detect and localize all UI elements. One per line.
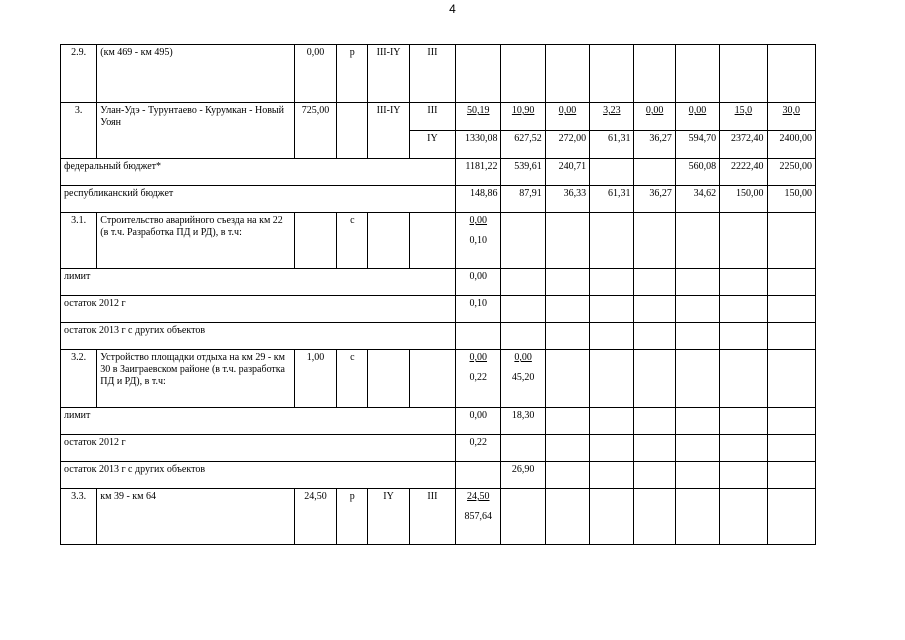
value-cell (767, 435, 815, 462)
value-cell (675, 296, 719, 323)
work-type-cell: р (337, 489, 368, 545)
value-cell: 0,10 (456, 296, 501, 323)
category-cell: III (409, 103, 455, 131)
value-cell: 87,91 (501, 186, 545, 213)
value-cell: 0,00 (634, 103, 675, 131)
value-cell: 150,00 (720, 186, 767, 213)
value-cell (675, 323, 719, 350)
page-number: 4 (449, 2, 456, 16)
table-row (61, 296, 816, 323)
sub-item-label: остаток 2013 г с других объектов (61, 462, 456, 489)
value-cell: 15,0 (720, 103, 767, 131)
value-cell: 26,90 (501, 462, 545, 489)
value-cell (675, 435, 719, 462)
row-number: 3. (61, 103, 97, 159)
value-cell: 2222,40 (720, 159, 767, 186)
value-cell (590, 159, 634, 186)
value-cell: 3,23 (590, 103, 634, 131)
value-cell: 272,00 (545, 131, 589, 159)
row-number: 3.2. (61, 350, 97, 408)
value-cell (675, 213, 719, 269)
value-cell: 0,22 (456, 435, 501, 462)
value-cell (720, 296, 767, 323)
value-cell (634, 489, 675, 545)
value-top: 0,00 (469, 352, 488, 363)
value-cell: 34,62 (675, 186, 719, 213)
value-cell: 36,27 (634, 186, 675, 213)
value-cell (590, 323, 634, 350)
category-cell (368, 213, 409, 269)
value-cell (545, 489, 589, 545)
value-cell: 148,86 (456, 186, 501, 213)
value-cell: 36,27 (634, 131, 675, 159)
table-row (61, 350, 816, 408)
value-cell (675, 269, 719, 296)
value-cell (720, 269, 767, 296)
category-cell: IY (409, 131, 455, 159)
value-cell: 560,08 (675, 159, 719, 186)
category-cell: IY (368, 489, 409, 545)
value-top: 24,50 (467, 491, 490, 502)
length-cell: 725,00 (294, 103, 336, 159)
value-cell: 1330,08 (456, 131, 501, 159)
value-cell (675, 408, 719, 435)
value-cell: 2372,40 (720, 131, 767, 159)
value-cell (634, 45, 675, 103)
value-cell (590, 213, 634, 269)
length-cell: 1,00 (294, 350, 336, 408)
value-cell (634, 462, 675, 489)
value-cell (634, 408, 675, 435)
value-cell (545, 213, 589, 269)
value-cell (720, 462, 767, 489)
value-cell (590, 462, 634, 489)
value-cell (590, 489, 634, 545)
sub-item-label: лимит (61, 408, 456, 435)
value-cell (767, 462, 815, 489)
work-type-cell: с (337, 350, 368, 408)
table-row (61, 45, 816, 103)
sub-item-label: остаток 2013 г с других объектов (61, 323, 456, 350)
value-cell: 18,30 (501, 408, 545, 435)
value-cell (767, 408, 815, 435)
value-cell (720, 408, 767, 435)
value-cell (501, 489, 545, 545)
value-cell (590, 45, 634, 103)
table-row (61, 103, 816, 131)
value-cell (501, 269, 545, 296)
value-cell (545, 269, 589, 296)
value-cell (545, 323, 589, 350)
value-cell (767, 323, 815, 350)
value-cell: 240,71 (545, 159, 589, 186)
value-cell (456, 489, 501, 545)
value-cell (456, 323, 501, 350)
value-cell (501, 213, 545, 269)
row-number: 3.3. (61, 489, 97, 545)
table-row (61, 323, 816, 350)
budget-source-label: федеральный бюджет* (61, 159, 456, 186)
value-cell: 627,52 (501, 131, 545, 159)
table-row (61, 408, 816, 435)
work-type-cell (337, 103, 368, 159)
value-bottom: 0,10 (469, 235, 488, 246)
value-bottom: 857,64 (464, 511, 493, 522)
object-name: Строительство аварийного съезда на км 22 (в т.ч. Разработка ПД и РД), в т.ч: (97, 213, 295, 269)
value-cell (675, 350, 719, 408)
value-cell: 150,00 (767, 186, 815, 213)
table-row (61, 159, 816, 186)
value-cell (675, 45, 719, 103)
value-cell (720, 350, 767, 408)
category-cell: III-IY (368, 103, 409, 159)
value-cell (501, 350, 545, 408)
value-cell (590, 269, 634, 296)
length-cell: 0,00 (294, 45, 336, 103)
work-type-cell: р (337, 45, 368, 103)
value-cell (767, 213, 815, 269)
sub-item-label: лимит (61, 269, 456, 296)
value-cell (501, 435, 545, 462)
value-cell (767, 350, 815, 408)
table-row (61, 269, 816, 296)
object-name: Устройство площадки отдыха на км 29 - км 30 в Заиграевском районе (в т.ч. разработка ПД и РД), в т.ч: (97, 350, 295, 408)
length-cell (294, 213, 336, 269)
value-cell (634, 213, 675, 269)
value-cell (590, 350, 634, 408)
value-cell (634, 269, 675, 296)
value-cell (634, 296, 675, 323)
table-row (61, 462, 816, 489)
value-cell: 1181,22 (456, 159, 501, 186)
value-cell (456, 45, 501, 103)
value-cell (545, 350, 589, 408)
value-cell (545, 462, 589, 489)
value-cell (720, 435, 767, 462)
value-cell: 0,00 (675, 103, 719, 131)
value-bottom: 0,22 (469, 372, 488, 383)
category-cell (409, 213, 455, 269)
table-row (61, 489, 816, 545)
category-cell: III-IY (368, 45, 409, 103)
value-cell (545, 435, 589, 462)
object-name: Улан-Удэ - Турунтаево - Курумкан - Новый Уоян (97, 103, 295, 159)
value-cell: 2250,00 (767, 159, 815, 186)
value-cell (767, 269, 815, 296)
value-cell: 50,19 (456, 103, 501, 131)
value-cell: 594,70 (675, 131, 719, 159)
value-cell (590, 435, 634, 462)
value-cell: 36,33 (545, 186, 589, 213)
value-cell (634, 350, 675, 408)
value-cell: 61,31 (590, 186, 634, 213)
value-cell: 61,31 (590, 131, 634, 159)
value-cell: 0,00 (456, 408, 501, 435)
row-number: 3.1. (61, 213, 97, 269)
value-cell: 0,00 (456, 269, 501, 296)
budget-table (60, 44, 816, 545)
value-cell (634, 323, 675, 350)
value-cell: 539,61 (501, 159, 545, 186)
value-cell (501, 296, 545, 323)
value-cell: 30,0 (767, 103, 815, 131)
value-cell (501, 45, 545, 103)
value-cell (590, 408, 634, 435)
value-cell (456, 350, 501, 408)
category-cell: III (409, 489, 455, 545)
category-cell: III (409, 45, 455, 103)
value-cell (720, 489, 767, 545)
value-cell: 10,90 (501, 103, 545, 131)
value-cell (634, 435, 675, 462)
object-name: (км 469 - км 495) (97, 45, 295, 103)
value-cell (767, 296, 815, 323)
table-row (61, 213, 816, 269)
work-type-cell: с (337, 213, 368, 269)
value-cell (675, 489, 719, 545)
value-cell (545, 45, 589, 103)
value-cell (720, 323, 767, 350)
value-cell: 2400,00 (767, 131, 815, 159)
value-cell (767, 45, 815, 103)
sub-item-label: остаток 2012 г (61, 435, 456, 462)
value-cell (545, 408, 589, 435)
length-cell: 24,50 (294, 489, 336, 545)
table-row (61, 435, 816, 462)
value-top: 0,00 (469, 215, 488, 226)
sub-item-label: остаток 2012 г (61, 296, 456, 323)
value-top: 0,00 (514, 352, 532, 363)
value-cell (767, 489, 815, 545)
table-row (61, 186, 816, 213)
budget-source-label: республиканский бюджет (61, 186, 456, 213)
row-number: 2.9. (61, 45, 97, 103)
category-cell (409, 350, 455, 408)
category-cell (368, 350, 409, 408)
object-name: км 39 - км 64 (97, 489, 295, 545)
value-bottom: 45,20 (511, 372, 535, 383)
value-cell (590, 296, 634, 323)
value-cell (720, 213, 767, 269)
value-cell (456, 462, 501, 489)
value-cell (634, 159, 675, 186)
value-cell (501, 323, 545, 350)
value-cell (675, 462, 719, 489)
value-cell (456, 213, 501, 269)
value-cell: 0,00 (545, 103, 589, 131)
value-cell (545, 296, 589, 323)
value-cell (720, 45, 767, 103)
